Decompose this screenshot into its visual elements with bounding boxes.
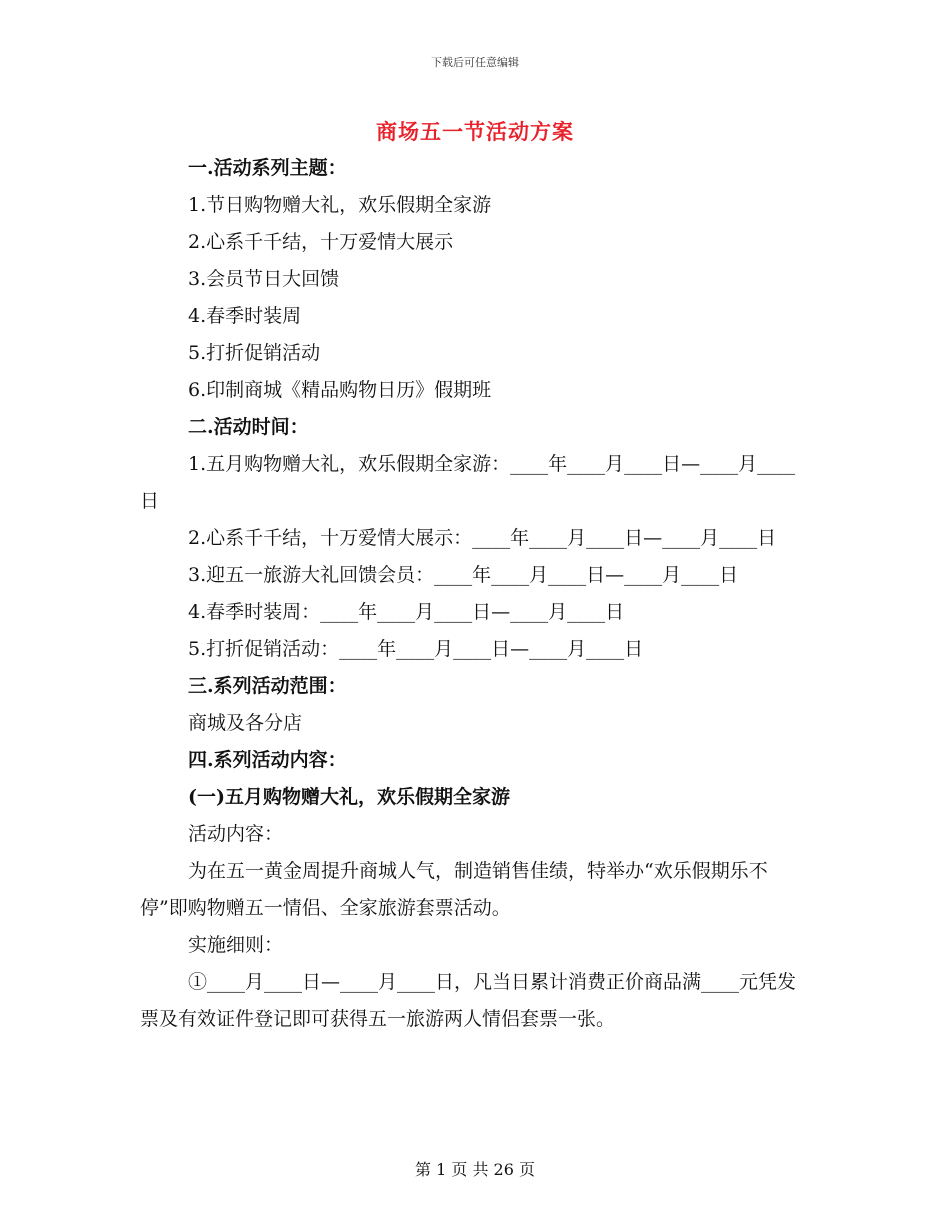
theme-item: 6.印制商城《精品购物日历》假期班 (188, 379, 492, 401)
schedule-item: 2.心系千千结，十万爱情大展示：____年____月____日—____月____日 (188, 527, 777, 549)
theme-item: 3.会员节日大回馈 (188, 268, 340, 290)
schedule-item: 3.迎五一旅游大礼回馈会员：____年____月____日—____月____日 (188, 564, 739, 586)
section-heading-1: 一.活动系列主题： (188, 157, 347, 179)
section-heading-2: 二.活动时间： (188, 416, 309, 438)
subsection-heading: (一)五月购物赠大礼，欢乐假期全家游 (188, 786, 510, 808)
scope-text: 商城及各分店 (188, 712, 303, 734)
header-note: 下载后可任意编辑 (431, 56, 519, 69)
theme-item: 1.节日购物赠大礼，欢乐假期全家游 (188, 194, 492, 216)
theme-item: 2.心系千千结，十万爱情大展示 (188, 231, 454, 253)
details-paragraph: ①____月____日—____月____日，凡当日累计消费正价商品满____元凭发票及有效证件登记即可获得五一旅游两人情侣套票一张。 (140, 971, 797, 1030)
section-heading-4: 四.系列活动内容： (188, 749, 347, 771)
document-title: 商场五一节活动方案 (376, 119, 574, 144)
schedule-item: 4.春季时装周：____年____月____日—____月____日 (188, 601, 625, 623)
theme-item: 4.春季时装周 (188, 305, 302, 327)
content-paragraph: 为在五一黄金周提升商城人气，制造销售佳绩，特举办“欢乐假期乐不停”即购物赠五一情侣、全家旅游套票活动。 (140, 860, 768, 919)
theme-item: 5.打折促销活动 (188, 342, 321, 364)
section-heading-3: 三.系列活动范围： (188, 675, 347, 697)
content-label: 活动内容： (188, 823, 284, 845)
schedule-item: 1.五月购物赠大礼，欢乐假期全家游：____年____月____日—____月____日 (140, 453, 796, 512)
details-label: 实施细则： (188, 934, 284, 956)
schedule-item: 5.打折促销活动：____年____月____日—____月____日 (188, 638, 644, 660)
document-body (140, 150, 812, 1038)
page-footer: 第 1 页 共 26 页 (415, 1160, 535, 1179)
